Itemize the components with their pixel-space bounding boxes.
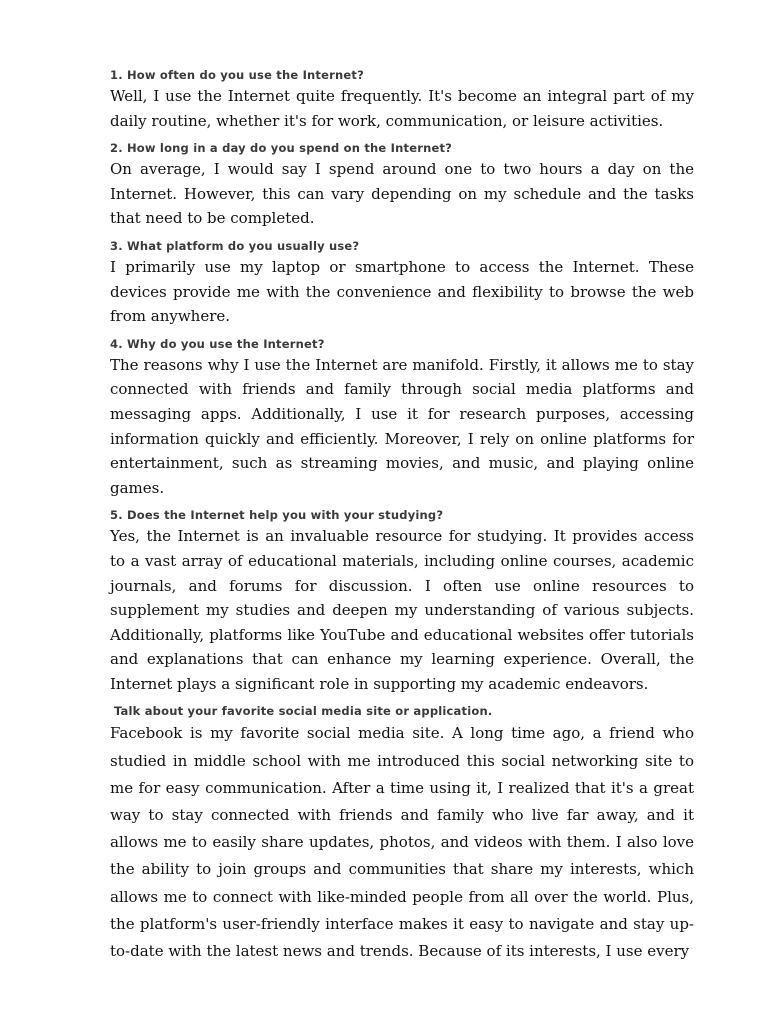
document-content xyxy=(110,66,694,965)
answer-topic: Facebook is my favorite social media site. A long time ago, a friend who studied in middle school with me introduced this social networking site to me for easy communication. After a time using it, I realized that it's a great way to stay connected with friends and family who live far away, and it allows me to easily share updates, photos, and videos with them. I also love the ability to join groups and communities that share my interests, which allows me to connect with like-minded people from all over the world. Plus, the platform's user-friendly interface makes it easy to navigate and stay up-to-date with the latest news and trends. Because of its interests, I use every xyxy=(110,724,694,961)
question-1: 1. How often do you use the Internet? xyxy=(110,68,364,82)
question-5: 5. Does the Internet help you with your studying? xyxy=(110,508,444,523)
question-topic: Talk about your favorite social media site or application. xyxy=(114,704,493,719)
answer-3: I primarily use my laptop or smartphone to access the Internet. These devices provide me with the convenience and flexibility to browse the web from anywhere. xyxy=(110,257,694,326)
answer-4: The reasons why I use the Internet are manifold. Firstly, it allows me to stay connected with friends and family through social media platforms and messaging apps. Additionally, I use it for research purposes, accessing information quickly and efficiently. Moreover, I rely on online platforms for entertainment, such as streaming movies, and music, and playing online games. xyxy=(110,355,694,497)
question-4: 4. Why do you use the Internet? xyxy=(110,336,325,351)
answer-2: On average, I would say I spend around one to two hours a day on the Internet. However, this can vary depending on my schedule and the tasks that need to be completed. xyxy=(110,160,694,228)
question-3: 3. What platform do you usually use? xyxy=(110,238,360,253)
question-2: 2. How long in a day do you spend on the Internet? xyxy=(110,141,453,156)
answer-1: Well, I use the Internet quite frequently. It's become an integral part of my daily routine, whether it's for work, communication, or leisure activities. xyxy=(110,87,694,130)
answer-5: Yes, the Internet is an invaluable resource for studying. It provides access to a vast array of educational materials, including online courses, academic journals, and forums for discussion. I often use online resources to supplement my studies and deepen my understanding of various subjects. Additionally, platforms like YouTube and educational websites offer tutorials and explanations that can enhance my learning experience. Overall, the Internet plays a significant role in supporting my academic endeavors. xyxy=(110,527,694,693)
